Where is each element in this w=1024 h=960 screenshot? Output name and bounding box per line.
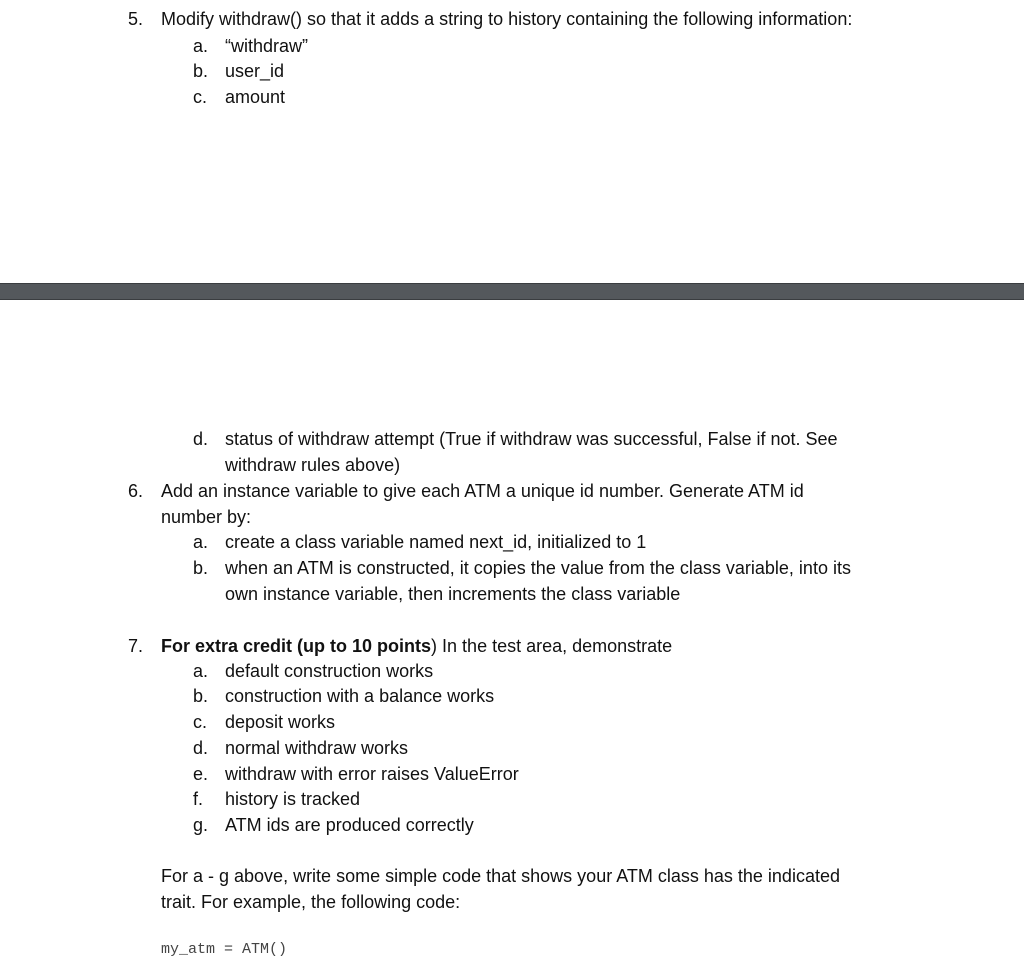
item-7a-letter: a.	[193, 661, 209, 681]
item-6b-text-line-2: own instance variable, then increments the class variable	[225, 584, 681, 604]
item-5-text: Modify withdraw() so that it adds a string to history containing the following information:	[161, 9, 853, 29]
item-6-number: 6.	[128, 481, 144, 501]
item-6b-text-line-1: when an ATM is constructed, it copies the value from the class variable, into its	[225, 558, 851, 578]
item-7-rest-text: ) In the test area, demonstrate	[431, 636, 673, 656]
item-5d-text-line-1: status of withdraw attempt (True if withdraw was successful, False if not. See	[225, 429, 838, 449]
item-5b-text: user_id	[225, 61, 285, 81]
page-break-divider	[0, 283, 1024, 300]
item-7-footer-line-2: trait. For example, the following code:	[161, 892, 461, 912]
item-7c-text: deposit works	[225, 712, 336, 732]
item-6-text-line-2: number by:	[161, 507, 252, 527]
item-7-heading	[161, 635, 672, 657]
item-6a-text: create a class variable named next_id, initialized to 1	[225, 532, 647, 552]
item-5d-text-line-2: withdraw rules above)	[225, 455, 401, 475]
item-7-bold-text: For extra credit (up to 10 points	[161, 636, 432, 656]
item-6a-letter: a.	[193, 532, 209, 552]
item-7-footer-line-1: For a - g above, write some simple code that shows your ATM class has the indicated	[161, 866, 840, 886]
document-page-bottom	[0, 300, 1024, 956]
item-5b-letter: b.	[193, 61, 209, 81]
item-7g-text: ATM ids are produced correctly	[225, 815, 474, 835]
item-7d-text: normal withdraw works	[225, 738, 409, 758]
item-7b-text: construction with a balance works	[225, 686, 495, 706]
item-5c-text: amount	[225, 87, 286, 107]
item-5a-letter: a.	[193, 36, 209, 56]
item-5-number: 5.	[128, 9, 144, 29]
item-7f-letter: f.	[193, 789, 204, 809]
item-7g-letter: g.	[193, 815, 209, 835]
item-7e-letter: e.	[193, 764, 209, 784]
item-5a-text: “withdraw”	[225, 36, 309, 56]
item-7c-letter: c.	[193, 712, 208, 732]
code-example: my_atm = ATM()	[161, 941, 288, 958]
item-7d-letter: d.	[193, 738, 209, 758]
item-5c-letter: c.	[193, 87, 208, 107]
document-page-top	[0, 0, 1024, 283]
item-6b-letter: b.	[193, 558, 209, 578]
item-5d-letter: d.	[193, 429, 209, 449]
item-7e-text: withdraw with error raises ValueError	[225, 764, 519, 784]
item-6-text-line-1: Add an instance variable to give each ATM a unique id number. Generate ATM id	[161, 481, 804, 501]
item-7f-text: history is tracked	[225, 789, 361, 809]
item-7-number: 7.	[128, 636, 144, 656]
item-7b-letter: b.	[193, 686, 209, 706]
item-7a-text: default construction works	[225, 661, 434, 681]
